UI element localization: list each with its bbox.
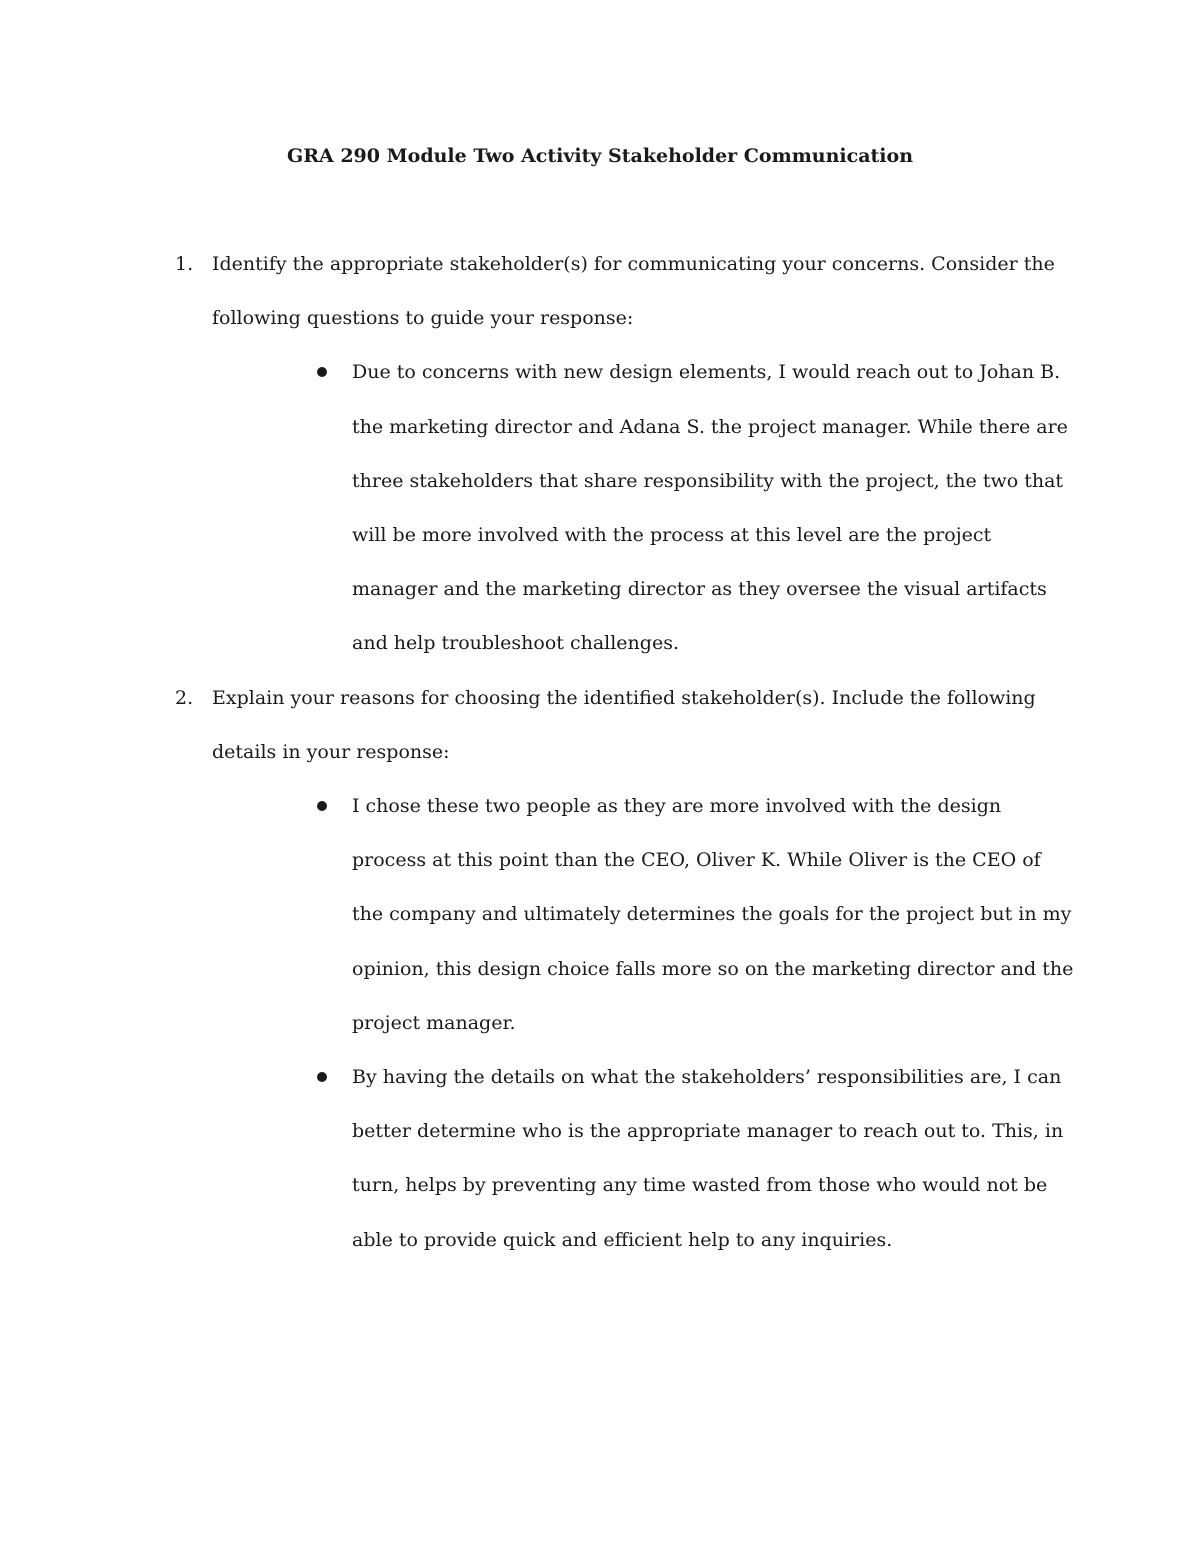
question-2 (175, 671, 1075, 779)
bullet-icon (317, 801, 327, 811)
document-body (175, 237, 1075, 1267)
answer-item (175, 779, 1075, 1050)
question-1 (175, 237, 1075, 345)
answer-text: Due to concerns with new design elements, I would reach out to Johan B. the marketing director and Adana S. the project manager. While there are three stakeholders that share responsibility with the project, the two that will be more involved with the process at this level are the project manager and the marketing director as they oversee the visual artifacts and help troubleshoot challenges. (352, 361, 1068, 655)
bullet-icon (317, 1072, 327, 1082)
answer-text: By having the details on what the stakeholders’ responsibilities are, I can better determine who is the appropriate manager to reach out to. This, in turn, helps by preventing any time wasted from those who would not be able to provide quick and efficient help to any inquiries. (352, 1066, 1064, 1251)
answer-list (175, 779, 1075, 1267)
document-title: GRA 290 Module Two Activity Stakeholder Communication (286, 145, 914, 167)
question-number: 1. (175, 253, 194, 275)
question-prompt: Explain your reasons for choosing the identified stakeholder(s). Include the following details in your response: (212, 686, 1036, 763)
answer-item (175, 1050, 1075, 1267)
question-number: 2. (175, 686, 194, 709)
answer-text: I chose these two people as they are more involved with the design process at this point than the CEO, Oliver K. While Oliver is the CEO of the company and ultimately determines the goals for the project but in my opinion, this design choice falls more so on the marketing director and the project manager. (352, 795, 1074, 1034)
answer-item (175, 345, 1075, 670)
answer-list (175, 345, 1075, 670)
question-prompt: Identify the appropriate stakeholder(s) for communicating your concerns. Consider the following questions to guide your response: (212, 253, 1055, 330)
bullet-icon (317, 367, 327, 377)
